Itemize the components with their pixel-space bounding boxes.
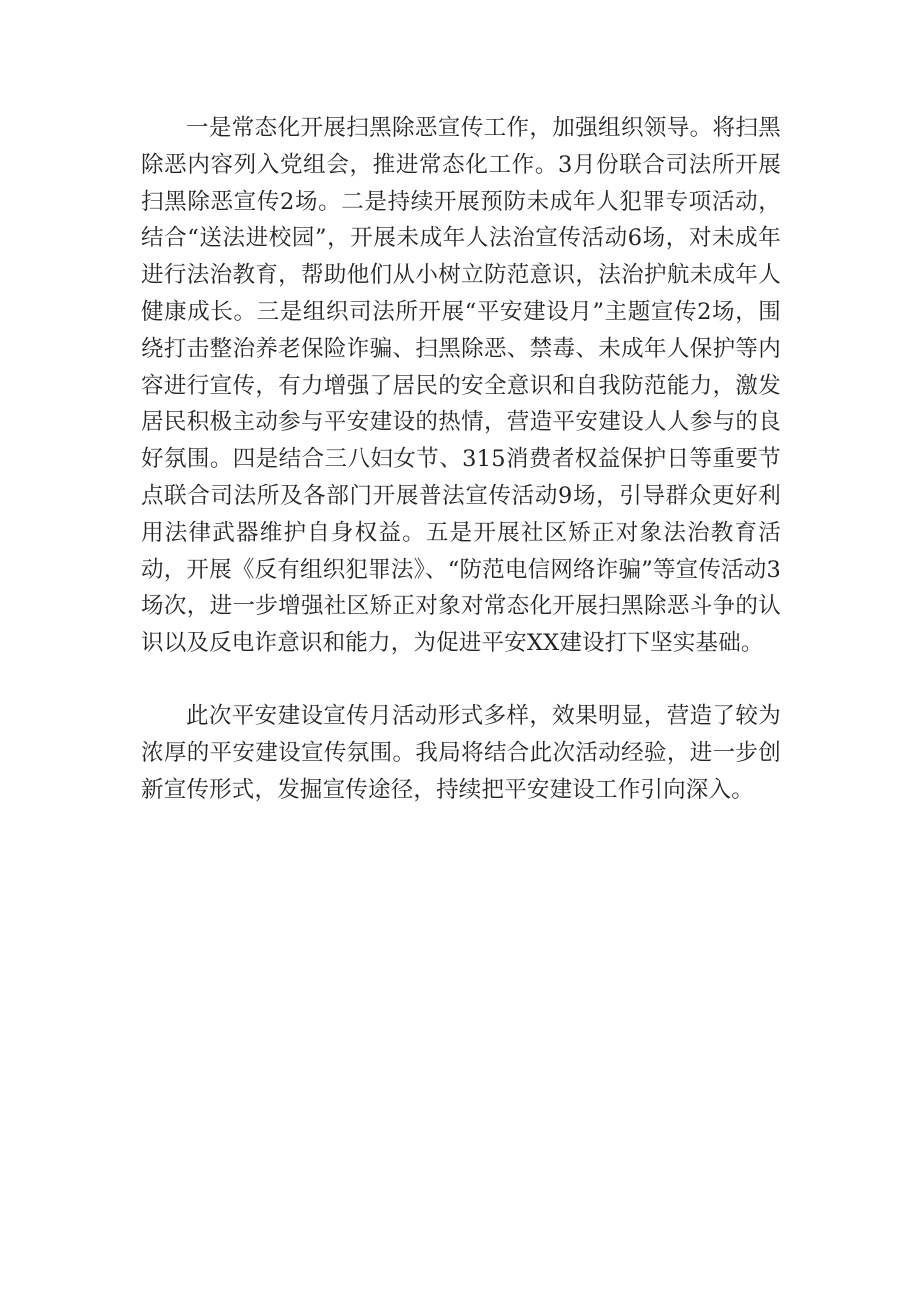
document-body xyxy=(141,110,781,808)
paragraph-work-summary: 一是常态化开展扫黑除恶宣传工作，加强组织领导。将扫黑除恶内容列入党组会，推进常态化工作。3月份联合司法所开展扫黑除恶宣传2场。二是持续开展预防未成年人犯罪专项活动，结合“送法进校园”，开展未成年人法治宣传活动6场，对未成年进行法治教育，帮助他们从小树立防范意识，法治护航未成年人健康成长。三是组织司法所开展“平安建设月”主题宣传2场，围绕打击整治养老保险诈骗、扫黑除恶、禁毒、未成年人保护等内容进行宣传，有力增强了居民的安全意识和自我防范能力，激发居民积极主动参与平安建设的热情，营造平安建设人人参与的良好氛围。四是结合三八妇女节、315消费者权益保护日等重要节点联合司法所及各部门开展普法宣传活动9场，引导群众更好利用法律武器维护自身权益。五是开展社区矫正对象法治教育活动，开展《反有组织犯罪法》、“防范电信网络诈骗”等宣传活动3场次，进一步增强社区矫正对象对常态化开展扫黑除恶斗争的认识以及反电诈意识和能力，为促进平安XX建设打下坚实基础。 xyxy=(141,115,781,657)
paragraph-conclusion: 此次平安建设宣传月活动形式多样，效果明显，营造了较为浓厚的平安建设宣传氛围。我局将结合此次活动经验，进一步创新宣传形式，发掘宣传途径，持续把平安建设工作引向深入。 xyxy=(141,702,781,803)
